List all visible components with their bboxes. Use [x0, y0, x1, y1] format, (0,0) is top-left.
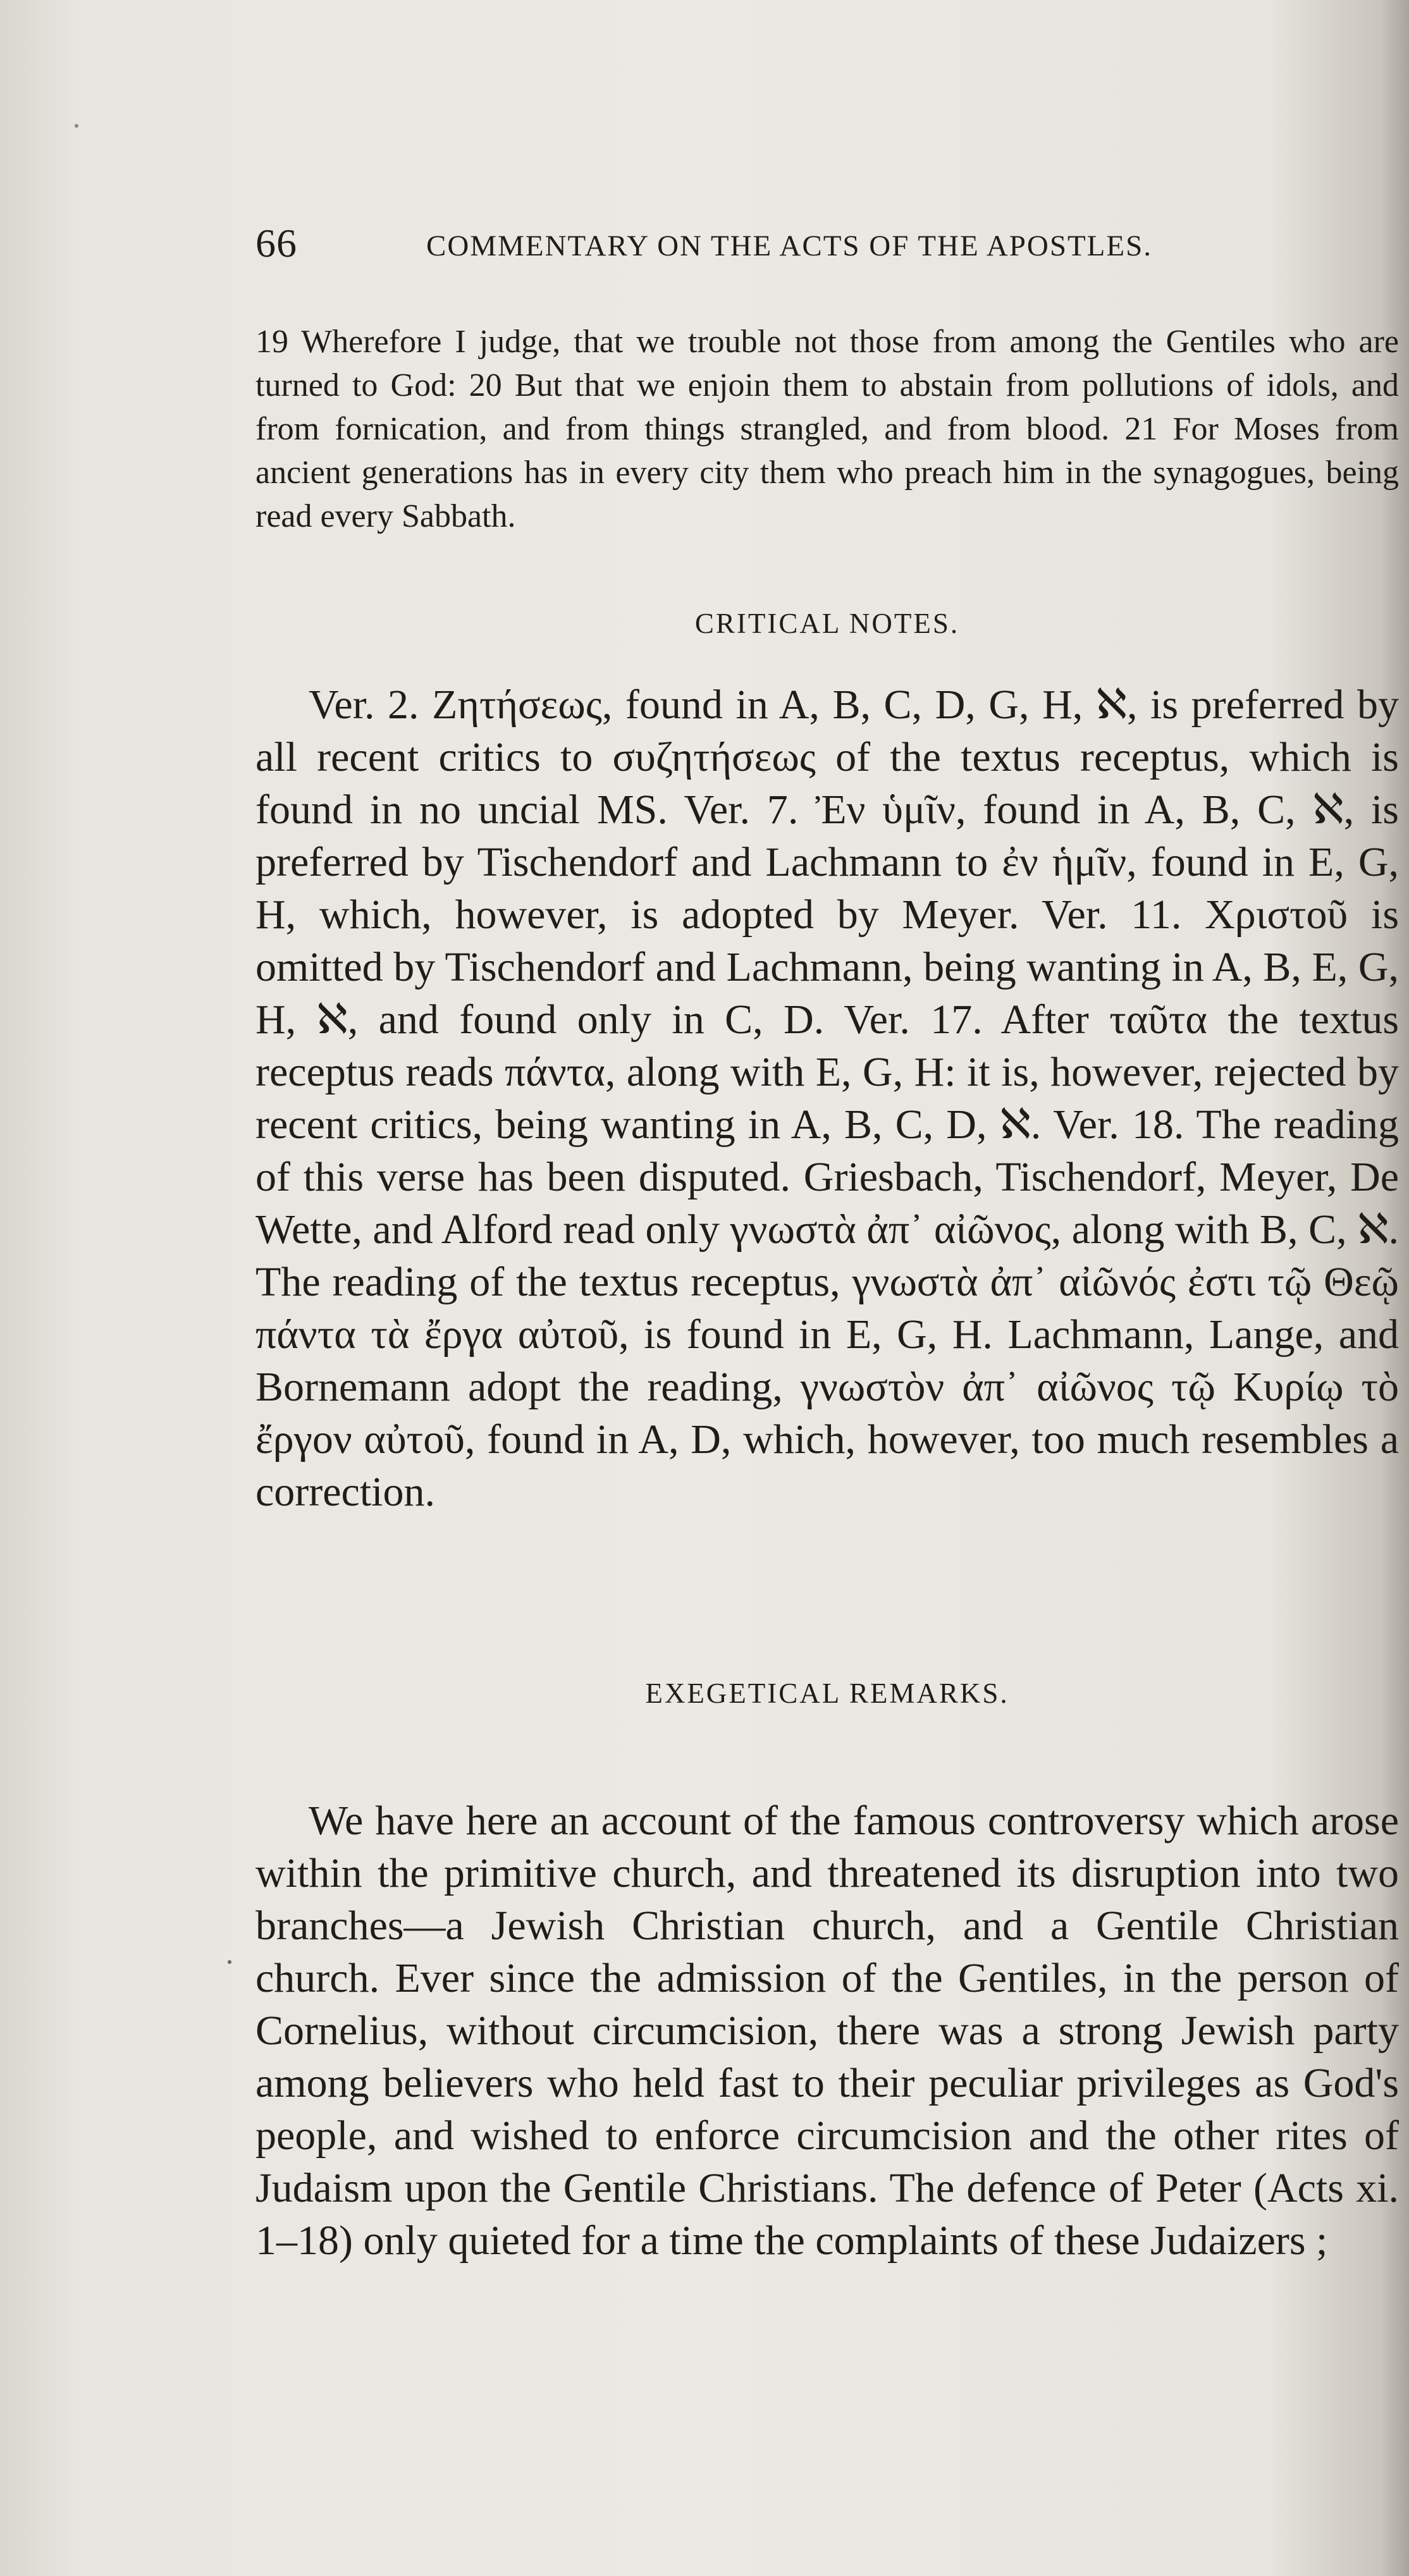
exegetical-remarks-text: We have here an account of the famous controversy which arose within the primitive church, and threatened its disruption into two branches—a Jewish Christian church, and a Gentile Christian church. Ever since the admission of the Gentiles, in the person of Cornelius, without circumcision, there was a strong Jewish party among believers who held fast to their peculiar privileges as God's people, and wished to enforce circumcision and the other rites of Judaism upon the Gentile Christians. The defence of Peter (Acts xi. 1–18) only quieted for a time the complaints of these Judaizers ; [255, 1798, 1399, 2264]
running-title: COMMENTARY ON THE ACTS OF THE APOSTLES. [426, 230, 1152, 262]
margin-mark [228, 1960, 231, 1964]
scripture-verses: 19 Wherefore I judge, that we trouble not those from among the Gentiles who are turned to God: 20 But that we enjoin them to abstain from pollutions of idols, and from fornication, and from things strangled, and from blood. 21 For Moses from ancient generations has in every city them who preach him in the synagogues, being read every Sabbath. [255, 324, 1399, 534]
running-head [255, 220, 1242, 271]
page-number: 66 [255, 221, 297, 266]
critical-notes-text: Ver. 2. Ζητήσεως, found in A, B, C, D, G, H, ℵ, is preferred by all recent critics to συζητήσεως of the textus receptus, which is found in no uncial MS. Ver. 7. Ἐν ὑμῖν, found in A, B, C, ℵ, is preferred by Tischendorf and Lachmann to ἐν ἡμῖν, found in E, G, H, which, however, is adopted by Meyer. Ver. 11. Χριστοῦ is omitted by Tischendorf and Lachmann, being wanting in A, B, E, G, H, ℵ, and found only in C, D. Ver. 17. After ταῦτα the textus receptus reads πάντα, along with E, G, H: it is, however, rejected by recent critics, being wanting in A, B, C, D, ℵ. Ver. 18. The reading of this verse has been disputed. Griesbach, Tischendorf, Meyer, De Wette, and Alford read only γνωστὰ ἀπ᾽ αἰῶνος, along with B, C, ℵ. The reading of the textus receptus, γνωστὰ ἀπ᾽ αἰῶνός ἐστι τῷ Θεῷ πάντα τὰ ἔργα αὐτοῦ, is found in E, G, H. Lachmann, Lange, and Bornemann adopt the reading, γνωστὸν ἀπ᾽ αἰῶνος τῷ Κυρίῳ τὸ ἔργον αὐτοῦ, found in A, D, which, however, too much resembles a correction. [255, 682, 1399, 1515]
paper-speck [75, 124, 78, 128]
critical-notes-heading: CRITICAL NOTES. [694, 608, 960, 639]
exegetical-remarks-heading: EXEGETICAL REMARKS. [645, 1677, 1009, 1709]
